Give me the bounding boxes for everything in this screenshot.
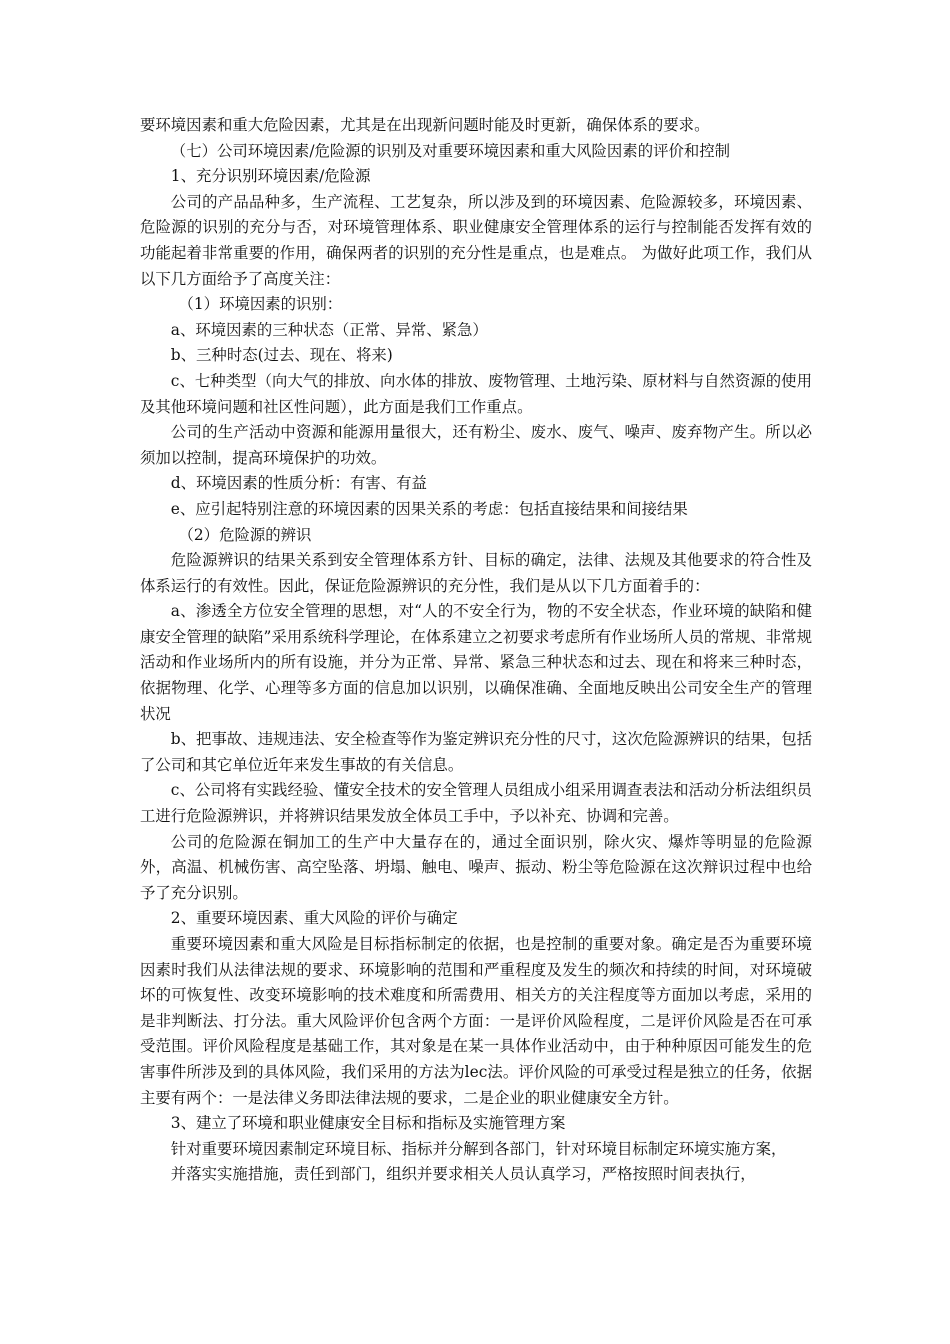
paragraph: 重要环境因素和重大风险是目标指标制定的依据，也是控制的重要对象。确定是否为重要环境因素时我们从法律法规的要求、环境影响的范围和严重程度及发生的频次和持续的时间，对环境破坏的可恢复性、改变环境影响的技术难度和所需费用、相关方的关注程度等方面加以考虑，采用的是非判断法、打分法。重大风险评价包含两个方面：一是评价风险程度，二是评价风险是否在可承受范围。评价风险程度是基础工作，其对象是在某一具体作业活动中，由于种种原因可能发生的危害事件所涉及到的具体风险，我们采用的方法为lec法。评价风险的可承受过程是独立的任务，依据主要有两个：一是法律义务即法律法规的要求，二是企业的职业健康安全方针。 bbox=[140, 935, 812, 1107]
paragraph: 公司的产品品种多，生产流程、工艺复杂，所以涉及到的环境因素、危险源较多，环境因素、危险源的识别的充分与否，对环境管理体系、职业健康安全管理体系的运行与控制能否发挥有效的功能起着非常重要的作用，确保两者的识别的充分性是重点，也是难点。 为做好此项工作，我们从以下几方面给予了高度关注： bbox=[140, 192, 812, 288]
list-item: b、把事故、违规违法、安全检查等作为鉴定辨识充分性的尺寸，这次危险源辨识的结果，包括了公司和其它单位近年来发生事故的有关信息。 bbox=[140, 730, 812, 774]
list-item: a、环境因素的三种状态（正常、异常、紧急） bbox=[170, 320, 488, 339]
paragraph: 要环境因素和重大危险因素，尤其是在出现新问题时能及时更新，确保体系的要求。 bbox=[140, 116, 710, 134]
list-item: b、三种时态(过去、现在、将来) bbox=[170, 346, 393, 365]
subsection-heading: （2）危险源的辨识 bbox=[178, 525, 312, 544]
list-item: d、环境因素的性质分析：有害、有益 bbox=[170, 474, 427, 493]
list-item: c、公司将有实践经验、懂安全技术的安全管理人员组成小组采用调查表法和活动分析法组织员工进行危险源辨识，并将辨识结果发放全体员工手中，予以补充、协调和完善。 bbox=[140, 781, 812, 826]
paragraph: 针对重要环境因素制定环境目标、指标并分解到各部门，针对环境目标制定环境实施方案， bbox=[170, 1139, 787, 1158]
paragraph: 危险源辨识的结果关系到安全管理体系方针、目标的确定，法律、法规及其他要求的符合性及体系运行的有效性。因此，保证危险源辨识的充分性，我们是从以下几方面着手的： bbox=[140, 551, 812, 595]
list-item: e、应引起特别注意的环境因素的因果关系的考虑：包括直接结果和间接结果 bbox=[170, 499, 688, 518]
list-item: a、渗透全方位安全管理的思想，对“人的不安全行为，物的不安全状态，作业环境的缺陷和健康安全管理的缺陷”采用系统科学理论，在体系建立之初要求考虑所有作业场所人员的常规、非常规活动和作业场所内的所有设施，并分为正常、异常、紧急三种状态和过去、现在和将来三种时态，依据物理、化学、心理等多方面的信息加以识别，以确保准确、全面地反映出公司安全生产的管理状况 bbox=[140, 602, 812, 723]
subsection-heading: 3、建立了环境和职业健康安全目标和指标及实施管理方案 bbox=[170, 1114, 566, 1133]
subsection-heading: （1）环境因素的识别： bbox=[178, 295, 343, 314]
section-heading: （七）公司环境因素/危险源的识别及对重要环境因素和重大风险因素的评价和控制 bbox=[170, 141, 731, 160]
document-body bbox=[140, 113, 812, 1188]
paragraph: 公司的危险源在铜加工的生产中大量存在的，通过全面识别，除火灾、爆炸等明显的危险源外，高温、机械伤害、高空坠落、坍塌、触电、噪声、振动、粉尘等危险源在这次辩识过程中也给予了充分识别。 bbox=[140, 832, 812, 902]
subsection-heading: 2、重要环境因素、重大风险的评价与确定 bbox=[170, 909, 458, 928]
paragraph: 公司的生产活动中资源和能源用量很大，还有粉尘、废水、废气、噪声、废弃物产生。所以必须加以控制，提高环境保护的功效。 bbox=[140, 423, 812, 467]
subsection-heading: 1、充分识别环境因素/危险源 bbox=[170, 167, 371, 186]
paragraph: 并落实实施措施，责任到部门，组织并要求相关人员认真学习，严格按照时间表执行， bbox=[170, 1165, 756, 1184]
list-item: c、七种类型（向大气的排放、向水体的排放、废物管理、土地污染、原材料与自然资源的使用及其他环境问题和社区性问题），此方面是我们工作重点。 bbox=[140, 371, 812, 416]
